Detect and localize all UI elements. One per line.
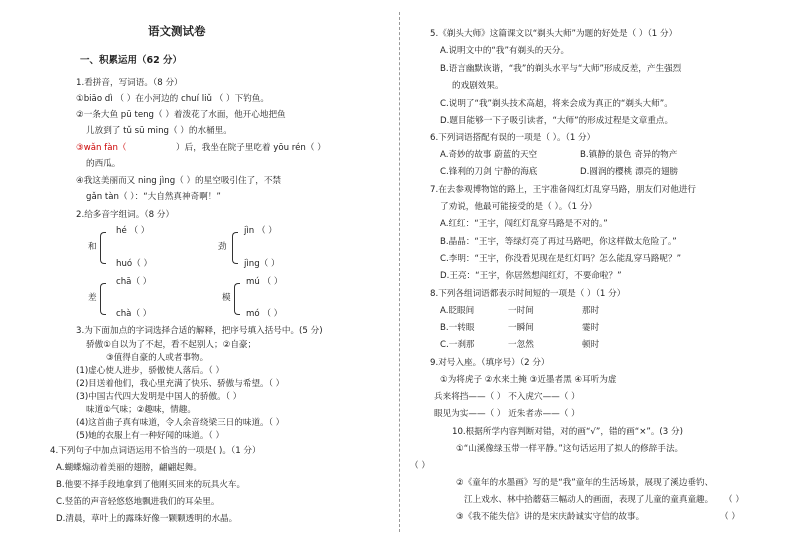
q7-heading-cont: 了劝说，他最可能接受的是（ ）。（1 分） — [440, 202, 598, 212]
q8-c-2: 一忽然 — [508, 340, 534, 350]
q2-char-cha: 差 — [88, 293, 97, 303]
q2-he-b: huó（ ） — [116, 259, 153, 269]
q4-option-c: C.竖笛的声音轻悠悠地飘进我们的耳朵里。 — [56, 497, 220, 507]
q3-line1: 骄傲①自以为了不起，看不起别人；②自豪； — [86, 340, 257, 350]
q1-line1: ①biāo dì （ ）在小河边的 chuí liǔ （ ）下钓鱼。 — [76, 94, 269, 104]
section-heading: 一、积累运用（62 分） — [80, 55, 183, 66]
q10-item2: ②《童年的水墨画》写的是“我”童年的生活场景，展现了溪边垂钓、 — [456, 478, 714, 488]
q2-brace — [100, 283, 106, 315]
q1-line4-pinyin: ③wǎn fàn（ — [76, 143, 127, 153]
q10-item1-answer: （ ） — [410, 461, 430, 471]
q8-b-3: 霎时 — [582, 323, 600, 333]
q2-heading: 2.给多音字组词。（8 分） — [76, 210, 175, 220]
q6-option-a: A.奇妙的故事 蔚蓝的天空 — [440, 150, 538, 160]
page-title: 语文测试卷 — [148, 24, 206, 38]
q3-line7: (4)这首曲子真有味道，令人余音绕梁三日的味道。（ ） — [76, 418, 285, 428]
q8-a-2: 一时间 — [508, 306, 534, 316]
q3-heading: 3.为下面加点的字词选择合适的解释，把序号填入括号中。(5 分) — [76, 326, 323, 336]
q2-jin-a: jìn （ ） — [244, 226, 277, 236]
q7-option-c: C.李明：“王宇，你没看见现在是红灯吗？怎么能乱穿马路呢？” — [440, 254, 682, 264]
q10-item2-answer: （ ） — [724, 495, 744, 505]
q1-line2: ②一条大鱼 pū teng（ ）着泼花了水面，他开心地把鱼 — [76, 110, 286, 120]
q1-heading: 1.看拼音，写词语。（8 分） — [76, 78, 183, 88]
q8-a-1: A.眨眼间 — [440, 306, 475, 316]
q3-line6: 味道①气味；②趣味，情趣。 — [86, 405, 196, 415]
q2-mo-b: mó （ ） — [246, 309, 283, 319]
q6-option-b: B.镇静的景色 奇异的物产 — [580, 150, 678, 160]
q9-heading: 9.对号入座。（填序号）（2 分） — [430, 358, 550, 368]
q2-he-a: hé （ ） — [116, 226, 150, 236]
q5-option-d: D.题目能够一下子吸引读者，“大师”的形成过程是文章重点。 — [440, 116, 674, 126]
q9-line2: 眼见为实——（ ） 近朱者赤——（ ） — [434, 409, 580, 419]
column-divider — [399, 12, 400, 532]
q2-mo-a: mú （ ） — [246, 277, 283, 287]
q4-option-d: D.清晨，草叶上的露珠好像一颗颗透明的水晶。 — [56, 514, 238, 524]
q2-brace — [234, 283, 240, 315]
q3-line4: (2)目送着他们，我心里充满了快乐、骄傲与希望。（ ） — [76, 379, 285, 389]
q5-option-a: A.说明文中的“我”有剃头的天分。 — [440, 46, 570, 56]
q2-char-jin: 劲 — [218, 242, 227, 252]
q4-option-a: A.蝴蝶煽动着美丽的翅膀，翩翩起舞。 — [56, 463, 202, 473]
q8-c-3: 顿时 — [582, 340, 600, 350]
q5-option-b: B.语言幽默诙谐，“我”的剃头水平与“大师”形成反差，产生强烈 — [440, 64, 682, 74]
q2-cha-a: chā（ ） — [116, 277, 152, 287]
q2-brace — [232, 232, 238, 264]
q3-line2: ③值得自豪的人或者事物。 — [106, 353, 209, 363]
q1-line5: 的西瓜。 — [86, 159, 121, 169]
q6-option-d: D.圆润的樱桃 漂亮的翅膀 — [580, 167, 679, 177]
q7-option-b: B.晶晶：“王宇，等绿灯亮了再过马路吧，你这样做太危险了。” — [440, 237, 677, 247]
q3-line8: (5)她的衣服上有一种好闻的味道。（ ） — [76, 431, 225, 441]
q4-option-b: B.他要不择手段地拿到了他刚买回来的玩具火车。 — [56, 480, 246, 490]
q9-options: ①为将虎子 ②水来土掩 ③近墨者黑 ④耳听为虚 — [440, 375, 617, 385]
q10-item2-cont: 江上戏水、林中拾蘑菇三幅动人的画面，表现了儿童的童真童趣。 — [464, 495, 714, 505]
q3-line3: (1)虚心使人进步，骄傲使人落后。（ ） — [76, 366, 225, 376]
q3-line5: (3)中国古代四大发明是中国人的骄傲。（ ） — [76, 392, 242, 402]
q10-heading: 10.根据所学内容判断对错，对的画“√”，错的画“×”。(3 分) — [452, 427, 683, 437]
q9-line1: 兵来将挡——（ ） 不入虎穴——（ ） — [434, 392, 580, 402]
q10-item3-answer: （ ） — [720, 512, 740, 522]
q1-line4: ）后，我坐在院子里吃着 yōu rén（ ） — [176, 143, 326, 153]
q5-option-c: C.说明了“我”剃头技术高超，将来会成为真正的“剃头大师”。 — [440, 99, 673, 109]
q8-b-2: 一瞬间 — [508, 323, 534, 333]
q8-c-1: C.一刹那 — [440, 340, 475, 350]
q7-heading: 7.在去参观博物馆的路上，王宇准备闯红灯乱穿马路，朋友们对他进行 — [430, 185, 697, 195]
q5-heading: 5.《剃头大师》这篇课文以“剃头大师”为题的好处是（ ）（1 分） — [430, 29, 678, 39]
q10-item1: ①“山溪像绿玉带一样平静。”这句话运用了拟人的修辞手法。 — [456, 444, 684, 454]
q2-jin-b: jìng（ ） — [244, 259, 280, 269]
q8-b-1: B.一转眼 — [440, 323, 475, 333]
q4-heading: 4.下列句子中加点词语运用不恰当的一项是( )。（1 分） — [50, 446, 261, 456]
q2-cha-b: chà（ ） — [116, 309, 152, 319]
q1-line7: gǎn tàn（ ）：“大自然真神奇啊！” — [86, 192, 221, 202]
q2-char-he: 和 — [88, 242, 97, 252]
q8-a-3: 那时 — [582, 306, 600, 316]
q1-line6: ④我这美丽而又 ning jìng（ ）的星空吸引住了，不禁 — [76, 176, 282, 186]
q7-option-a: A.红红：“王宇，闯红灯乱穿马路是不对的。” — [440, 219, 608, 229]
q10-item3: ③《我不能失信》讲的是宋庆龄诚实守信的故事。 — [456, 512, 645, 522]
q6-heading: 6.下列词语搭配有误的一项是（ ）。（1 分） — [430, 133, 596, 143]
q8-heading: 8.下列各组词语都表示时间短的一项是（ ）（1 分） — [430, 289, 626, 299]
q1-line3: 儿放到了 tǔ sū ming（ ）的水桶里。 — [86, 126, 232, 136]
q2-char-mo: 模 — [222, 293, 231, 303]
q2-brace — [100, 232, 106, 264]
q5-option-b-cont: 的戏剧效果。 — [452, 81, 504, 91]
q6-option-c: C.锋利的刀剑 宁静的海底 — [440, 167, 538, 177]
q7-option-d: D.王亮：“王宇，你居然想闯红灯，不要命啦？” — [440, 271, 622, 281]
